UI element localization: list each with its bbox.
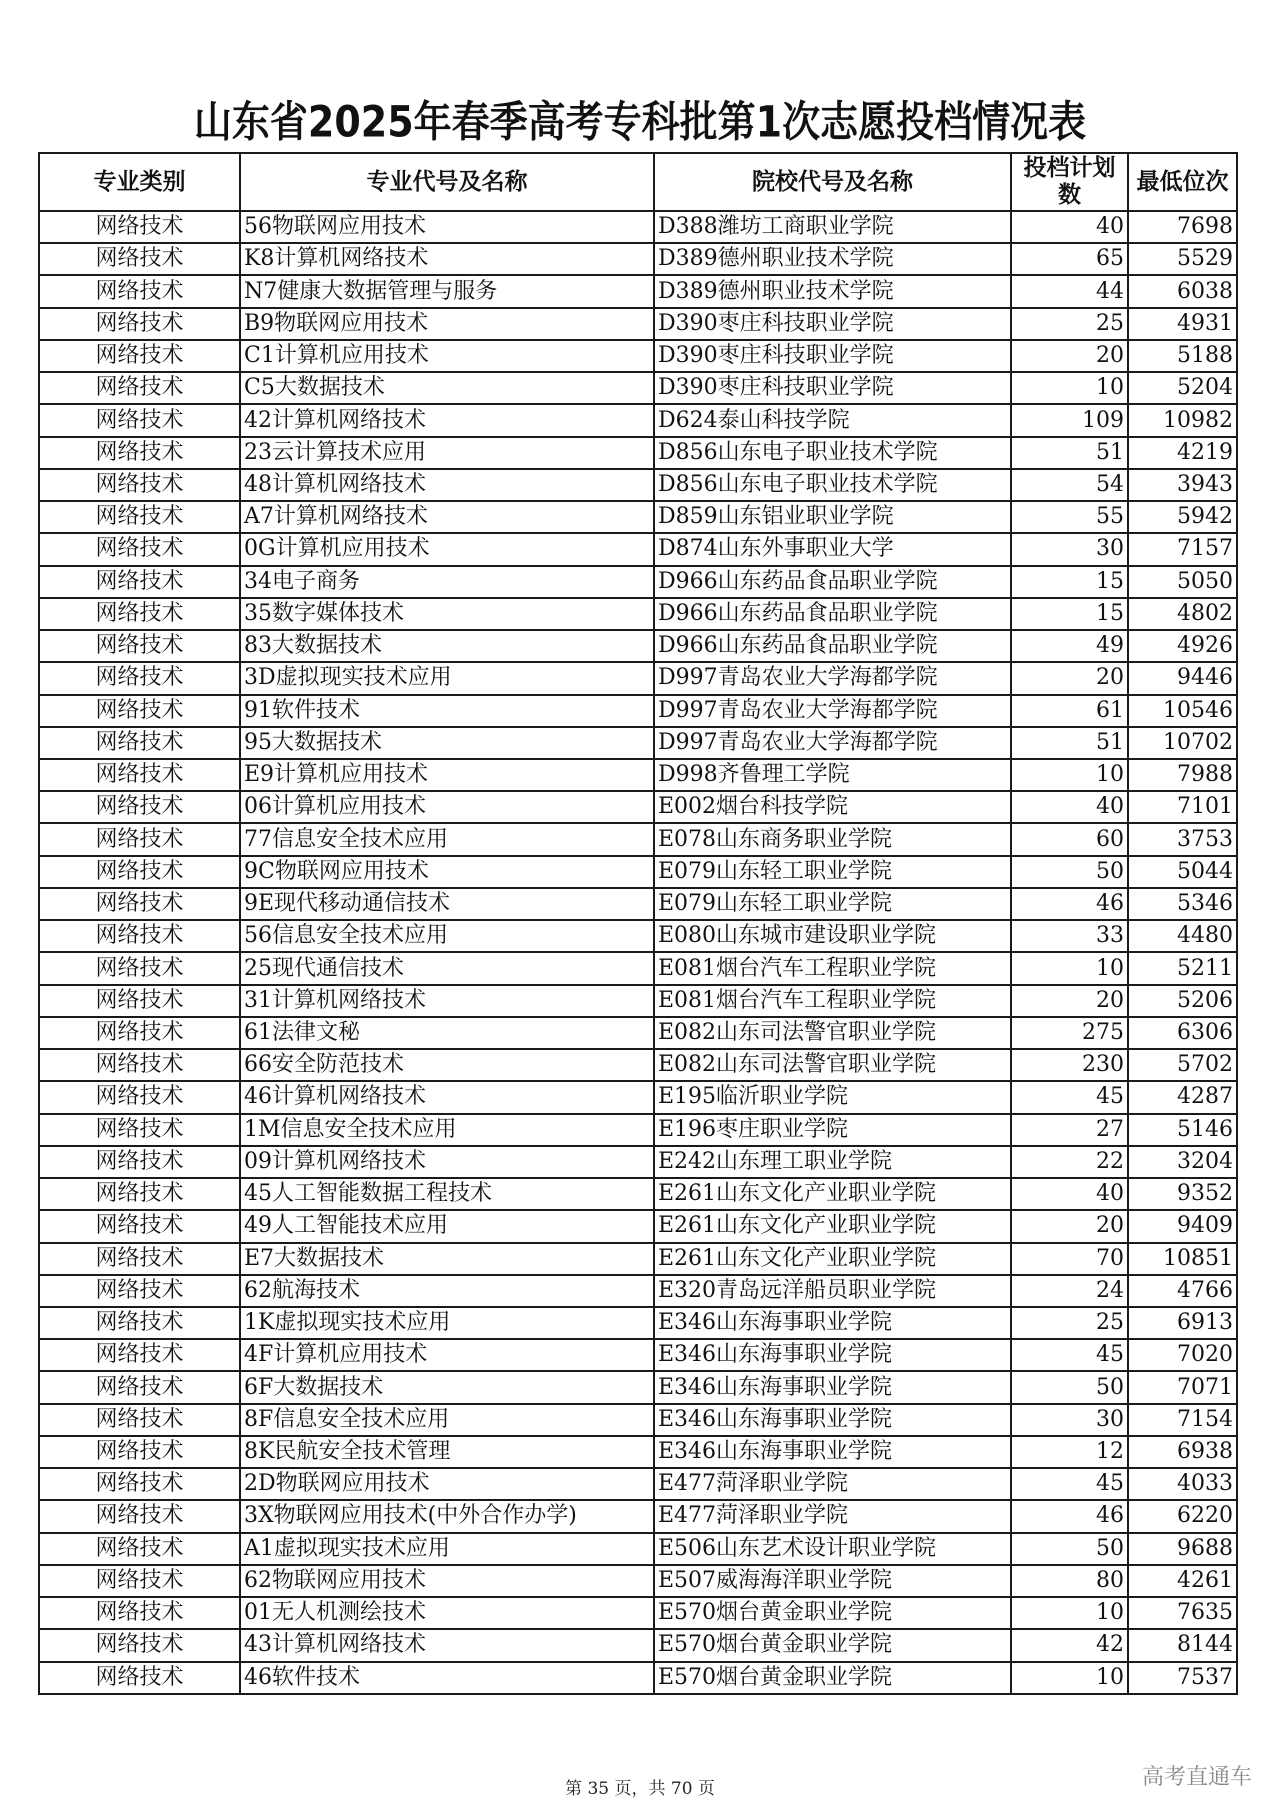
major-code-name-cell: E9计算机应用技术 <box>240 759 654 791</box>
school-code-name-cell: E346山东海事职业学院 <box>654 1371 1011 1403</box>
school-code-name-cell: D390枣庄科技职业学院 <box>654 372 1011 404</box>
plan-count-cell: 10 <box>1011 759 1128 791</box>
major-code-name-cell: 77信息安全技术应用 <box>240 823 654 855</box>
major-category-cell: 网络技术 <box>39 275 240 307</box>
min-rank-cell: 5702 <box>1128 1049 1237 1081</box>
min-rank-cell: 4219 <box>1128 437 1237 469</box>
school-code-name-cell: E570烟台黄金职业学院 <box>654 1662 1011 1694</box>
major-category-cell: 网络技术 <box>39 1114 240 1146</box>
header-major-category: 专业类别 <box>39 153 240 211</box>
min-rank-cell: 7635 <box>1128 1597 1237 1629</box>
watermark: 高考直通车 <box>1142 1765 1253 1790</box>
school-code-name-cell: D389德州职业技术学院 <box>654 275 1011 307</box>
table-row <box>39 823 1237 855</box>
school-code-name-cell: D859山东铝业职业学院 <box>654 501 1011 533</box>
table-row <box>39 1436 1237 1468</box>
major-category-cell: 网络技术 <box>39 1275 240 1307</box>
major-code-name-cell: 48计算机网络技术 <box>240 469 654 501</box>
school-code-name-cell: E506山东艺术设计职业学院 <box>654 1533 1011 1565</box>
major-category-cell: 网络技术 <box>39 469 240 501</box>
school-code-name-cell: E346山东海事职业学院 <box>654 1307 1011 1339</box>
plan-count-cell: 12 <box>1011 1436 1128 1468</box>
school-code-name-cell: E078山东商务职业学院 <box>654 823 1011 855</box>
min-rank-cell: 7154 <box>1128 1404 1237 1436</box>
min-rank-cell: 4931 <box>1128 308 1237 340</box>
min-rank-cell: 10702 <box>1128 727 1237 759</box>
table-row <box>39 791 1237 823</box>
major-code-name-cell: 06计算机应用技术 <box>240 791 654 823</box>
major-code-name-cell: 95大数据技术 <box>240 727 654 759</box>
min-rank-cell: 5211 <box>1128 952 1237 984</box>
major-code-name-cell: B9物联网应用技术 <box>240 308 654 340</box>
table-row <box>39 1533 1237 1565</box>
plan-count-cell: 45 <box>1011 1081 1128 1113</box>
page-number: 第 35 页，共 70 页 <box>565 1779 715 1799</box>
min-rank-cell: 3943 <box>1128 469 1237 501</box>
major-code-name-cell: A7计算机网络技术 <box>240 501 654 533</box>
plan-count-cell: 30 <box>1011 1404 1128 1436</box>
school-code-name-cell: D874山东外事职业大学 <box>654 533 1011 565</box>
major-category-cell: 网络技术 <box>39 856 240 888</box>
min-rank-cell: 6306 <box>1128 1017 1237 1049</box>
min-rank-cell: 5529 <box>1128 243 1237 275</box>
major-code-name-cell: 01无人机测绘技术 <box>240 1597 654 1629</box>
school-code-name-cell: E079山东轻工职业学院 <box>654 856 1011 888</box>
table-row <box>39 920 1237 952</box>
min-rank-cell: 6038 <box>1128 275 1237 307</box>
major-category-cell: 网络技术 <box>39 243 240 275</box>
major-code-name-cell: 46计算机网络技术 <box>240 1081 654 1113</box>
min-rank-cell: 10546 <box>1128 695 1237 727</box>
min-rank-cell: 7537 <box>1128 1662 1237 1694</box>
plan-count-cell: 20 <box>1011 1210 1128 1242</box>
table-row <box>39 1629 1237 1661</box>
school-code-name-cell: E080山东城市建设职业学院 <box>654 920 1011 952</box>
major-code-name-cell: 3D虚拟现实技术应用 <box>240 662 654 694</box>
plan-count-cell: 55 <box>1011 501 1128 533</box>
min-rank-cell: 4766 <box>1128 1275 1237 1307</box>
school-code-name-cell: D389德州职业技术学院 <box>654 243 1011 275</box>
min-rank-cell: 5204 <box>1128 372 1237 404</box>
major-category-cell: 网络技术 <box>39 1307 240 1339</box>
major-code-name-cell: 62物联网应用技术 <box>240 1565 654 1597</box>
major-category-cell: 网络技术 <box>39 1500 240 1532</box>
plan-count-cell: 51 <box>1011 437 1128 469</box>
min-rank-cell: 5146 <box>1128 1114 1237 1146</box>
major-code-name-cell: K8计算机网络技术 <box>240 243 654 275</box>
school-code-name-cell: D997青岛农业大学海都学院 <box>654 727 1011 759</box>
school-code-name-cell: D390枣庄科技职业学院 <box>654 308 1011 340</box>
major-code-name-cell: 0G计算机应用技术 <box>240 533 654 565</box>
table-row <box>39 275 1237 307</box>
school-code-name-cell: E507威海海洋职业学院 <box>654 1565 1011 1597</box>
table-row <box>39 695 1237 727</box>
school-code-name-cell: D966山东药品食品职业学院 <box>654 630 1011 662</box>
major-category-cell: 网络技术 <box>39 211 240 243</box>
min-rank-cell: 9352 <box>1128 1178 1237 1210</box>
table-row <box>39 759 1237 791</box>
min-rank-cell: 7101 <box>1128 791 1237 823</box>
major-code-name-cell: 45人工智能数据工程技术 <box>240 1178 654 1210</box>
major-category-cell: 网络技术 <box>39 501 240 533</box>
table-row <box>39 1404 1237 1436</box>
table-row <box>39 952 1237 984</box>
major-category-cell: 网络技术 <box>39 308 240 340</box>
school-code-name-cell: E570烟台黄金职业学院 <box>654 1597 1011 1629</box>
min-rank-cell: 9409 <box>1128 1210 1237 1242</box>
table-row <box>39 308 1237 340</box>
major-category-cell: 网络技术 <box>39 888 240 920</box>
table-row <box>39 888 1237 920</box>
major-category-cell: 网络技术 <box>39 791 240 823</box>
major-code-name-cell: 66安全防范技术 <box>240 1049 654 1081</box>
min-rank-cell: 4261 <box>1128 1565 1237 1597</box>
min-rank-cell: 4802 <box>1128 598 1237 630</box>
header-min-rank: 最低位次 <box>1128 153 1237 211</box>
plan-count-cell: 24 <box>1011 1275 1128 1307</box>
plan-count-cell: 15 <box>1011 598 1128 630</box>
major-category-cell: 网络技术 <box>39 566 240 598</box>
table-row <box>39 340 1237 372</box>
major-code-name-cell: 8K民航安全技术管理 <box>240 1436 654 1468</box>
major-category-cell: 网络技术 <box>39 985 240 1017</box>
table-row <box>39 437 1237 469</box>
major-code-name-cell: 6F大数据技术 <box>240 1371 654 1403</box>
school-code-name-cell: E346山东海事职业学院 <box>654 1339 1011 1371</box>
min-rank-cell: 10851 <box>1128 1243 1237 1275</box>
table-row <box>39 211 1237 243</box>
plan-count-cell: 20 <box>1011 662 1128 694</box>
table-row <box>39 1275 1237 1307</box>
major-category-cell: 网络技术 <box>39 952 240 984</box>
school-code-name-cell: D624泰山科技学院 <box>654 404 1011 436</box>
plan-count-cell: 46 <box>1011 1500 1128 1532</box>
school-code-name-cell: E079山东轻工职业学院 <box>654 888 1011 920</box>
table-row <box>39 1210 1237 1242</box>
school-code-name-cell: D388潍坊工商职业学院 <box>654 211 1011 243</box>
plan-count-cell: 45 <box>1011 1468 1128 1500</box>
table-row <box>39 662 1237 694</box>
major-category-cell: 网络技术 <box>39 823 240 855</box>
min-rank-cell: 6938 <box>1128 1436 1237 1468</box>
plan-count-cell: 25 <box>1011 308 1128 340</box>
major-category-cell: 网络技术 <box>39 1371 240 1403</box>
plan-count-cell: 20 <box>1011 340 1128 372</box>
plan-count-cell: 61 <box>1011 695 1128 727</box>
major-category-cell: 网络技术 <box>39 630 240 662</box>
school-code-name-cell: D998齐鲁理工学院 <box>654 759 1011 791</box>
table-row <box>39 566 1237 598</box>
plan-count-cell: 46 <box>1011 888 1128 920</box>
table-row <box>39 1114 1237 1146</box>
min-rank-cell: 4033 <box>1128 1468 1237 1500</box>
major-category-cell: 网络技术 <box>39 1565 240 1597</box>
table-row <box>39 856 1237 888</box>
major-code-name-cell: 3X物联网应用技术(中外合作办学) <box>240 1500 654 1532</box>
min-rank-cell: 9688 <box>1128 1533 1237 1565</box>
major-code-name-cell: 42计算机网络技术 <box>240 404 654 436</box>
major-category-cell: 网络技术 <box>39 1210 240 1242</box>
major-category-cell: 网络技术 <box>39 1468 240 1500</box>
table-row <box>39 1597 1237 1629</box>
table-row <box>39 404 1237 436</box>
header-plan-count <box>1011 153 1128 211</box>
school-code-name-cell: E002烟台科技学院 <box>654 791 1011 823</box>
table-row <box>39 1662 1237 1694</box>
school-code-name-cell: E195临沂职业学院 <box>654 1081 1011 1113</box>
plan-count-cell: 42 <box>1011 1629 1128 1661</box>
major-category-cell: 网络技术 <box>39 1049 240 1081</box>
plan-count-cell: 27 <box>1011 1114 1128 1146</box>
header-row <box>39 153 1237 211</box>
major-code-name-cell: A1虚拟现实技术应用 <box>240 1533 654 1565</box>
major-code-name-cell: 83大数据技术 <box>240 630 654 662</box>
plan-count-cell: 65 <box>1011 243 1128 275</box>
major-category-cell: 网络技术 <box>39 1081 240 1113</box>
school-code-name-cell: E346山东海事职业学院 <box>654 1404 1011 1436</box>
school-code-name-cell: D856山东电子职业技术学院 <box>654 469 1011 501</box>
major-category-cell: 网络技术 <box>39 533 240 565</box>
major-code-name-cell: C5大数据技术 <box>240 372 654 404</box>
table-row <box>39 1081 1237 1113</box>
header-major-code-name: 专业代号及名称 <box>240 153 654 211</box>
school-code-name-cell: E082山东司法警官职业学院 <box>654 1049 1011 1081</box>
plan-count-cell: 33 <box>1011 920 1128 952</box>
min-rank-cell: 5942 <box>1128 501 1237 533</box>
major-category-cell: 网络技术 <box>39 1662 240 1694</box>
major-category-cell: 网络技术 <box>39 920 240 952</box>
min-rank-cell: 4480 <box>1128 920 1237 952</box>
plan-count-cell: 230 <box>1011 1049 1128 1081</box>
major-code-name-cell: 09计算机网络技术 <box>240 1146 654 1178</box>
table-row <box>39 1371 1237 1403</box>
admission-table <box>38 152 1238 1695</box>
school-code-name-cell: D856山东电子职业技术学院 <box>654 437 1011 469</box>
plan-count-cell: 109 <box>1011 404 1128 436</box>
plan-count-cell: 25 <box>1011 1307 1128 1339</box>
table-row <box>39 243 1237 275</box>
table-row <box>39 1339 1237 1371</box>
min-rank-cell: 7988 <box>1128 759 1237 791</box>
table-header <box>39 153 1237 211</box>
school-code-name-cell: E242山东理工职业学院 <box>654 1146 1011 1178</box>
plan-count-cell: 44 <box>1011 275 1128 307</box>
min-rank-cell: 7071 <box>1128 1371 1237 1403</box>
min-rank-cell: 5206 <box>1128 985 1237 1017</box>
major-category-cell: 网络技术 <box>39 372 240 404</box>
plan-count-cell: 10 <box>1011 372 1128 404</box>
school-code-name-cell: D997青岛农业大学海都学院 <box>654 695 1011 727</box>
min-rank-cell: 5050 <box>1128 566 1237 598</box>
min-rank-cell: 7698 <box>1128 211 1237 243</box>
table-row <box>39 630 1237 662</box>
min-rank-cell: 9446 <box>1128 662 1237 694</box>
school-code-name-cell: E477菏泽职业学院 <box>654 1468 1011 1500</box>
major-code-name-cell: E7大数据技术 <box>240 1243 654 1275</box>
table-body <box>39 211 1237 1694</box>
school-code-name-cell: E261山东文化产业职业学院 <box>654 1210 1011 1242</box>
major-category-cell: 网络技术 <box>39 1436 240 1468</box>
major-category-cell: 网络技术 <box>39 340 240 372</box>
plan-count-cell: 70 <box>1011 1243 1128 1275</box>
table-row <box>39 1178 1237 1210</box>
major-code-name-cell: 23云计算技术应用 <box>240 437 654 469</box>
plan-count-cell: 80 <box>1011 1565 1128 1597</box>
school-code-name-cell: E082山东司法警官职业学院 <box>654 1017 1011 1049</box>
major-code-name-cell: 56物联网应用技术 <box>240 211 654 243</box>
header-school-code-name: 院校代号及名称 <box>654 153 1011 211</box>
major-code-name-cell: 25现代通信技术 <box>240 952 654 984</box>
min-rank-cell: 5188 <box>1128 340 1237 372</box>
major-category-cell: 网络技术 <box>39 727 240 759</box>
school-code-name-cell: E081烟台汽车工程职业学院 <box>654 952 1011 984</box>
major-category-cell: 网络技术 <box>39 1243 240 1275</box>
school-code-name-cell: D997青岛农业大学海都学院 <box>654 662 1011 694</box>
table-row <box>39 985 1237 1017</box>
table-row <box>39 1500 1237 1532</box>
school-code-name-cell: E477菏泽职业学院 <box>654 1500 1011 1532</box>
major-code-name-cell: 49人工智能技术应用 <box>240 1210 654 1242</box>
major-code-name-cell: 9C物联网应用技术 <box>240 856 654 888</box>
major-code-name-cell: 43计算机网络技术 <box>240 1629 654 1661</box>
table-row <box>39 1243 1237 1275</box>
major-code-name-cell: 31计算机网络技术 <box>240 985 654 1017</box>
major-code-name-cell: 1K虚拟现实技术应用 <box>240 1307 654 1339</box>
major-category-cell: 网络技术 <box>39 1597 240 1629</box>
table-row <box>39 533 1237 565</box>
school-code-name-cell: E570烟台黄金职业学院 <box>654 1629 1011 1661</box>
table-row <box>39 1307 1237 1339</box>
min-rank-cell: 3204 <box>1128 1146 1237 1178</box>
school-code-name-cell: E196枣庄职业学院 <box>654 1114 1011 1146</box>
major-category-cell: 网络技术 <box>39 1017 240 1049</box>
plan-count-cell: 40 <box>1011 791 1128 823</box>
plan-count-cell: 50 <box>1011 856 1128 888</box>
major-category-cell: 网络技术 <box>39 662 240 694</box>
page-title: 山东省2025年春季高考专科批第1次志愿投档情况表 <box>193 97 1087 147</box>
plan-count-cell: 10 <box>1011 952 1128 984</box>
min-rank-cell: 6220 <box>1128 1500 1237 1532</box>
min-rank-cell: 5044 <box>1128 856 1237 888</box>
major-category-cell: 网络技术 <box>39 1339 240 1371</box>
plan-count-cell: 60 <box>1011 823 1128 855</box>
major-category-cell: 网络技术 <box>39 1178 240 1210</box>
table-row <box>39 1017 1237 1049</box>
major-category-cell: 网络技术 <box>39 695 240 727</box>
plan-count-cell: 10 <box>1011 1662 1128 1694</box>
plan-count-cell: 45 <box>1011 1339 1128 1371</box>
min-rank-cell: 10982 <box>1128 404 1237 436</box>
plan-count-cell: 49 <box>1011 630 1128 662</box>
plan-count-cell: 50 <box>1011 1371 1128 1403</box>
major-category-cell: 网络技术 <box>39 598 240 630</box>
major-code-name-cell: 4F计算机应用技术 <box>240 1339 654 1371</box>
plan-count-cell: 20 <box>1011 985 1128 1017</box>
major-code-name-cell: 61法律文秘 <box>240 1017 654 1049</box>
plan-count-cell: 30 <box>1011 533 1128 565</box>
table-row <box>39 1146 1237 1178</box>
plan-count-cell: 10 <box>1011 1597 1128 1629</box>
plan-count-cell: 54 <box>1011 469 1128 501</box>
major-code-name-cell: C1计算机应用技术 <box>240 340 654 372</box>
table-row <box>39 727 1237 759</box>
major-category-cell: 网络技术 <box>39 1404 240 1436</box>
plan-count-cell: 275 <box>1011 1017 1128 1049</box>
min-rank-cell: 7157 <box>1128 533 1237 565</box>
plan-count-cell: 50 <box>1011 1533 1128 1565</box>
min-rank-cell: 8144 <box>1128 1629 1237 1661</box>
major-category-cell: 网络技术 <box>39 404 240 436</box>
school-code-name-cell: E320青岛远洋船员职业学院 <box>654 1275 1011 1307</box>
min-rank-cell: 3753 <box>1128 823 1237 855</box>
table-row <box>39 469 1237 501</box>
major-code-name-cell: 8F信息安全技术应用 <box>240 1404 654 1436</box>
major-code-name-cell: 46软件技术 <box>240 1662 654 1694</box>
school-code-name-cell: E081烟台汽车工程职业学院 <box>654 985 1011 1017</box>
plan-count-cell: 22 <box>1011 1146 1128 1178</box>
table-row <box>39 1565 1237 1597</box>
plan-count-cell: 51 <box>1011 727 1128 759</box>
table-row <box>39 501 1237 533</box>
major-code-name-cell: 2D物联网应用技术 <box>240 1468 654 1500</box>
major-category-cell: 网络技术 <box>39 1629 240 1661</box>
major-code-name-cell: 91软件技术 <box>240 695 654 727</box>
min-rank-cell: 4926 <box>1128 630 1237 662</box>
major-code-name-cell: 35数字媒体技术 <box>240 598 654 630</box>
min-rank-cell: 4287 <box>1128 1081 1237 1113</box>
plan-count-cell: 40 <box>1011 1178 1128 1210</box>
major-category-cell: 网络技术 <box>39 437 240 469</box>
major-code-name-cell: 34电子商务 <box>240 566 654 598</box>
plan-count-cell: 40 <box>1011 211 1128 243</box>
plan-count-cell: 15 <box>1011 566 1128 598</box>
table-row <box>39 598 1237 630</box>
table-row <box>39 372 1237 404</box>
major-category-cell: 网络技术 <box>39 1533 240 1565</box>
school-code-name-cell: E346山东海事职业学院 <box>654 1436 1011 1468</box>
table-row <box>39 1468 1237 1500</box>
school-code-name-cell: E261山东文化产业职业学院 <box>654 1178 1011 1210</box>
major-code-name-cell: 1M信息安全技术应用 <box>240 1114 654 1146</box>
major-code-name-cell: N7健康大数据管理与服务 <box>240 275 654 307</box>
major-code-name-cell: 56信息安全技术应用 <box>240 920 654 952</box>
major-code-name-cell: 9E现代移动通信技术 <box>240 888 654 920</box>
header-plan-count-label: 投档计划数 <box>1023 155 1116 208</box>
school-code-name-cell: E261山东文化产业职业学院 <box>654 1243 1011 1275</box>
min-rank-cell: 6913 <box>1128 1307 1237 1339</box>
min-rank-cell: 5346 <box>1128 888 1237 920</box>
table-row <box>39 1049 1237 1081</box>
min-rank-cell: 7020 <box>1128 1339 1237 1371</box>
major-code-name-cell: 62航海技术 <box>240 1275 654 1307</box>
school-code-name-cell: D390枣庄科技职业学院 <box>654 340 1011 372</box>
school-code-name-cell: D966山东药品食品职业学院 <box>654 566 1011 598</box>
school-code-name-cell: D966山东药品食品职业学院 <box>654 598 1011 630</box>
major-category-cell: 网络技术 <box>39 759 240 791</box>
major-category-cell: 网络技术 <box>39 1146 240 1178</box>
